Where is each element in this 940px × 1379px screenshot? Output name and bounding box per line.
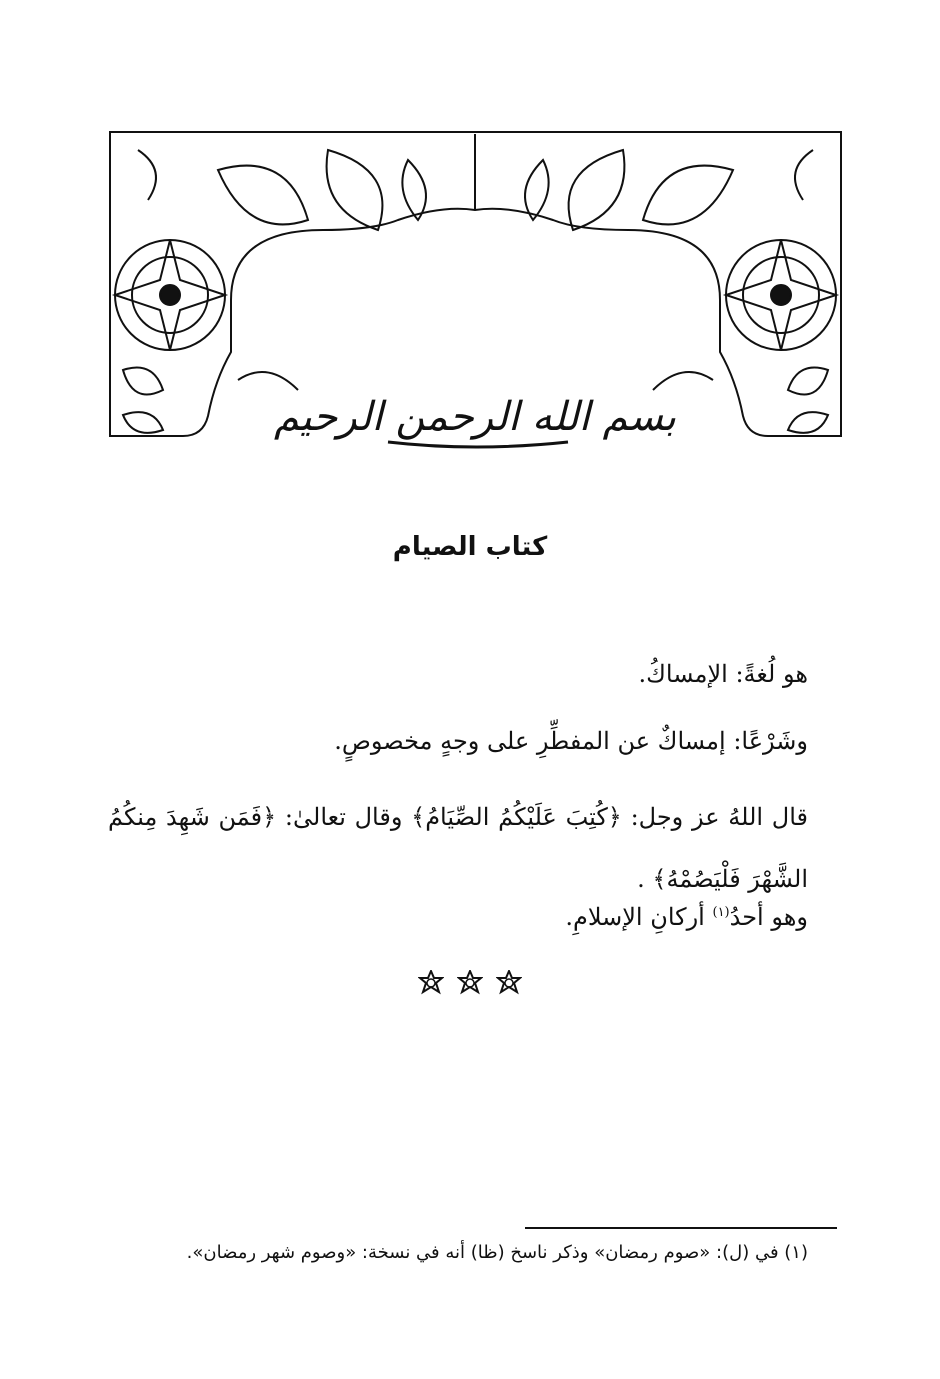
paragraph-pillar [108,898,808,936]
pillar-text-end: أركانِ الإسلامِ. [565,903,713,931]
pillar-text-start: وهو أحدُ [729,903,808,931]
paragraph-definition-language: هو لُغةً: الإمساكُ. [638,660,808,688]
paragraph-quran-citation: قال اللهُ عز وجل: ﴿كُتِبَ عَلَيْكُمُ الصِّيَامُ﴾ وقال تعالىٰ: ﴿فَمَن شَهِدَ مِنكُمُ الشَّهْرَ فَلْيَصُمْهُ﴾ . [108,803,808,893]
basmala-calligraphy: بسم الله الرحمن الرحيم [273,394,677,440]
decorative-header-ornament [108,130,843,470]
star-icon [457,970,483,996]
chapter-title: كتاب الصيام [392,532,548,562]
star-icon [496,970,522,996]
paragraph-definition-sharia: وشَرْعًا: إمساكٌ عن المفطِّرِ على وجهٍ مخصوصٍ. [334,727,808,755]
star-icon [418,970,444,996]
section-divider-stars [0,970,940,1000]
footnote-1: (١) في (ل): «صوم رمضان» وذكر ناسخ (ظا) أنه في نسخة: «وصوم شهر رمضان». [186,1242,808,1263]
footnote-reference: (١) [712,905,730,920]
footnote-separator [525,1227,837,1229]
